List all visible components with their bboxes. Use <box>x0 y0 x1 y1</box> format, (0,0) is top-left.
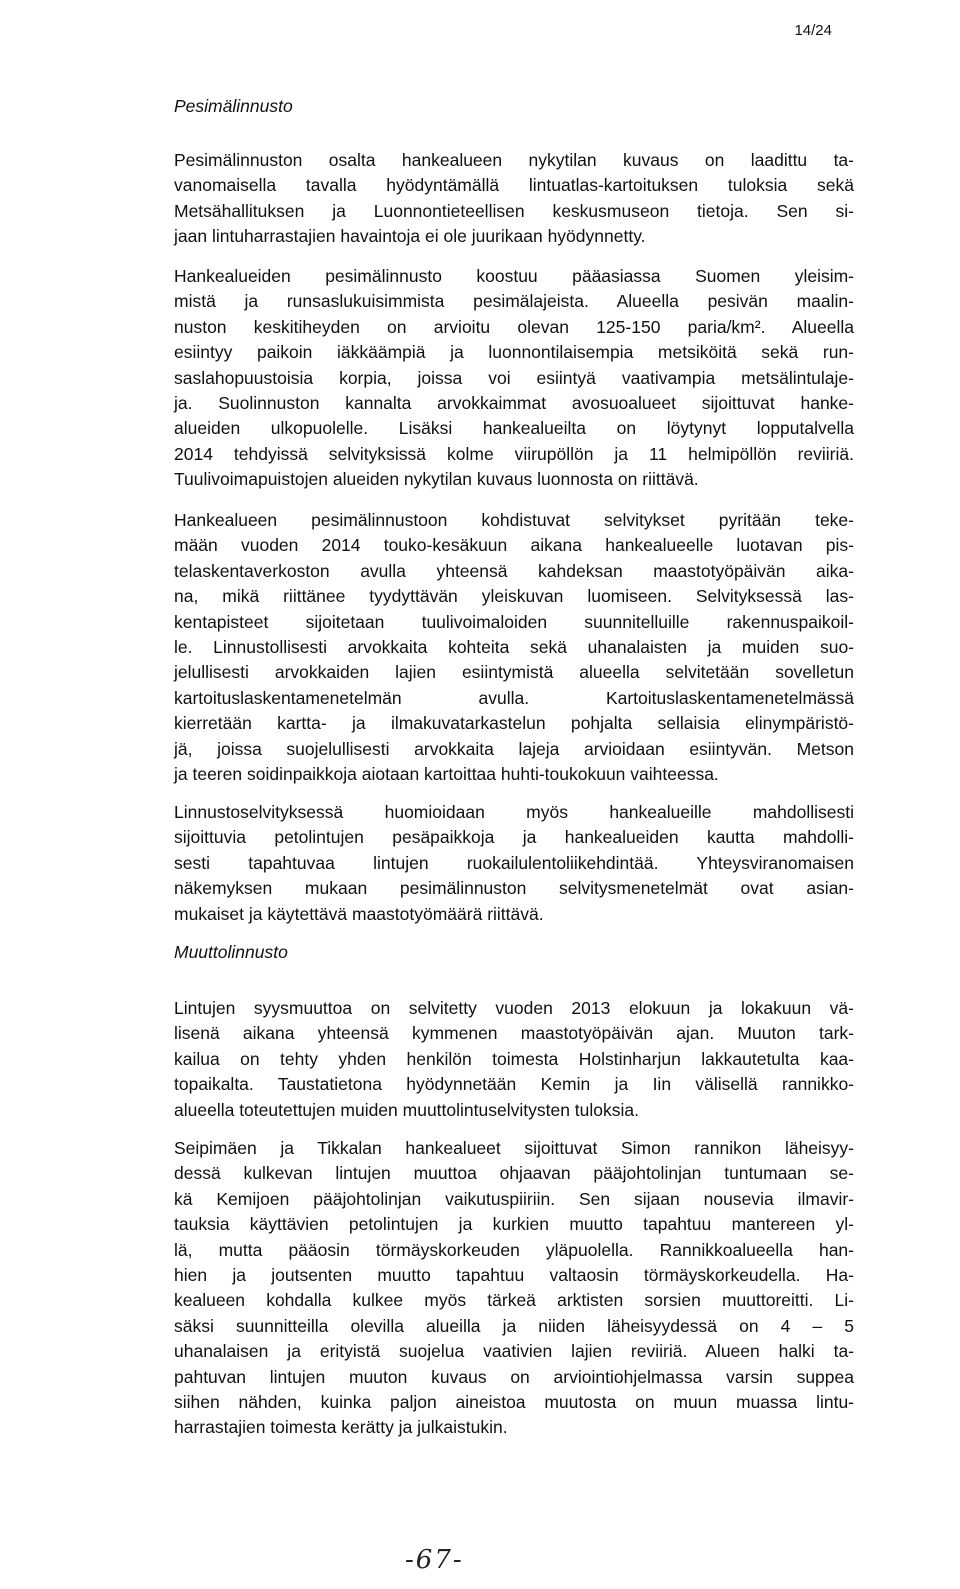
text-line: mistä ja runsaslukuisimmista pesimälajeista. Alueella pesivän maalin- <box>174 291 854 312</box>
paragraph-6 <box>174 1136 854 1441</box>
text-line: jelullisesti arvokkaiden lajien esiintymistä alueella selvitetään sovelletun <box>174 662 854 683</box>
paragraph-3 <box>174 508 854 787</box>
text-line: jä, joissa suojelullisesti arvokkaita lajeja arvioidaan esiintyvän. Metson <box>174 738 854 759</box>
text-line: sesti tapahtuvaa lintujen ruokailulentoliikehdintää. Yhteysviranomaisen <box>174 852 854 873</box>
text-line: Metsähallituksen ja Luonnontieteellisen keskusmuseon tietoja. Sen si- <box>174 200 854 221</box>
section-heading-pesimalinnusto: Pesimälinnusto <box>174 96 293 116</box>
text-line: Seipimäen ja Tikkalan hankealueet sijoittuvat Simon rannikon läheisyy- <box>174 1138 854 1158</box>
text-line: nuston keskitiheyden on arvioitu olevan 125-150 paria/km². Alueella <box>174 316 854 337</box>
text-line: uhanalaisen ja erityistä suojelua vaativien lajien reviiriä. Alueen halki ta- <box>174 1341 854 1362</box>
text-line: esiintyy paikoin iäkkäämpiä ja luonnontilaisempia metsiköitä sekä run- <box>174 342 854 363</box>
text-line: saslahopuustoisia korpia, joissa voi esiintyä vaativampia metsälintulaje- <box>174 367 854 388</box>
text-line: jaan lintuharrastajien havaintoja ei ole juurikaan hyödynnetty. <box>174 226 646 247</box>
text-line: kailua on tehty yhden henkilön toimesta Holstinharjun lakkautetulta kaa- <box>174 1048 854 1069</box>
text-line: mukaiset ja käytettävä maastotyömäärä riittävä. <box>174 903 544 924</box>
text-line: lisenä aikana yhteensä kymmenen maastotyöpäivän ajan. Muuton tark- <box>174 1023 854 1044</box>
paragraph-5 <box>174 996 854 1123</box>
text-line: alueiden ulkopuolelle. Lisäksi hankealueilta on löytynyt lopputalvella <box>174 418 854 439</box>
text-line: tauksia käyttävien petolintujen ja kurkien muutto tapahtuu mantereen yl- <box>174 1214 854 1235</box>
text-line: topaikalta. Taustatietona hyödynnetään Kemin ja Iin välisellä rannikko- <box>174 1074 854 1095</box>
text-line: Linnustoselvityksessä huomioidaan myös hankealueille mahdollisesti <box>174 802 854 822</box>
paragraph-4 <box>174 800 854 927</box>
text-line: 2014 tehdyissä selvityksissä kolme viirupöllön ja 11 helmipöllön reviiriä. <box>174 443 854 464</box>
text-line: ja. Suolinnuston kannalta arvokkaimmat avosuoalueet sijoittuvat hanke- <box>174 393 854 414</box>
page-number: 14/24 <box>794 22 832 39</box>
paragraph-2 <box>174 264 854 493</box>
text-line: le. Linnustollisesti arvokkaita kohteita sekä uhanalaisten ja muiden suo- <box>174 637 854 658</box>
text-line: siihen nähden, kuinka paljon aineistoa muutosta on muun muassa lintu- <box>174 1392 854 1413</box>
text-line: pahtuvan lintujen muuton kuvaus on arviointiohjelmassa varsin suppea <box>174 1366 854 1387</box>
text-line: sijoittuvia petolintujen pesäpaikkoja ja hankealueiden kautta mahdolli- <box>174 827 854 848</box>
text-line: Tuulivoimapuistojen alueiden nykytilan kuvaus luonnosta on riittävä. <box>174 469 699 490</box>
text-line: harrastajien toimesta kerätty ja julkaistukin. <box>174 1417 508 1438</box>
text-line: Hankealueiden pesimälinnusto koostuu pääasiassa Suomen yleisim- <box>174 266 854 286</box>
paragraph-1 <box>174 148 854 250</box>
text-line: hien ja joutsenten muutto tapahtuu valtaosin törmäyskorkeudella. Ha- <box>174 1265 854 1286</box>
text-line: näkemyksen mukaan pesimälinnuston selvitysmenetelmät ovat asian- <box>174 878 854 899</box>
text-line: Lintujen syysmuuttoa on selvitetty vuoden 2013 elokuun ja lokakuun vä- <box>174 998 854 1018</box>
text-line: kentapisteet sijoitetaan tuulivoimaloiden suunnitelluille rakennuspaikoil- <box>174 611 854 632</box>
text-line: kä Kemijoen pääjohtolinjan vaikutuspiiriin. Sen sijaan nousevia ilmavir- <box>174 1188 854 1209</box>
text-line: säksi suunnitteilla olevilla alueilla ja niiden läheisyydessä on 4 – 5 <box>174 1315 854 1336</box>
text-line: vanomaisella tavalla hyödyntämällä lintuatlas-kartoituksen tuloksia sekä <box>174 175 854 196</box>
text-line: telaskentaverkoston avulla yhteensä kahdeksan maastotyöpäivän aika- <box>174 560 854 581</box>
section-heading-muuttolinnusto: Muuttolinnusto <box>174 942 288 962</box>
text-line: lä, mutta pääosin törmäyskorkeuden yläpuolella. Rannikkoalueella han- <box>174 1239 854 1260</box>
text-line: dessä kulkevan lintujen muuttoa ohjaavan pääjohtolinjan tuntumaan se- <box>174 1163 854 1184</box>
text-line: na, mikä riittänee tyydyttävän yleiskuvan luomiseen. Selvityksessä las- <box>174 586 854 607</box>
text-line: kealueen kohdalla kulkee myös tärkeä arktisten sorsien muuttoreitti. Li- <box>174 1290 854 1311</box>
text-line: alueella toteutettujen muiden muuttolintuselvitysten tuloksia. <box>174 1099 639 1120</box>
text-line: Pesimälinnuston osalta hankealueen nykytilan kuvaus on laadittu ta- <box>174 150 854 170</box>
text-line: Hankealueen pesimälinnustoon kohdistuvat selvitykset pyritään teke- <box>174 510 854 530</box>
text-line: ja teeren soidinpaikkoja aiotaan kartoittaa huhti-toukokuun vaihteessa. <box>174 764 719 785</box>
text-line: kartoituslaskentamenetelmän avulla. Kartoituslaskentamenetelmässä <box>174 687 854 708</box>
handwritten-page-mark: -67- <box>405 1545 464 1575</box>
text-line: mään vuoden 2014 touko-kesäkuun aikana hankealueelle luotavan pis- <box>174 535 854 556</box>
text-line: kierretään kartta- ja ilmakuvatarkastelun pohjalta sellaisia elinympäristö- <box>174 713 854 734</box>
